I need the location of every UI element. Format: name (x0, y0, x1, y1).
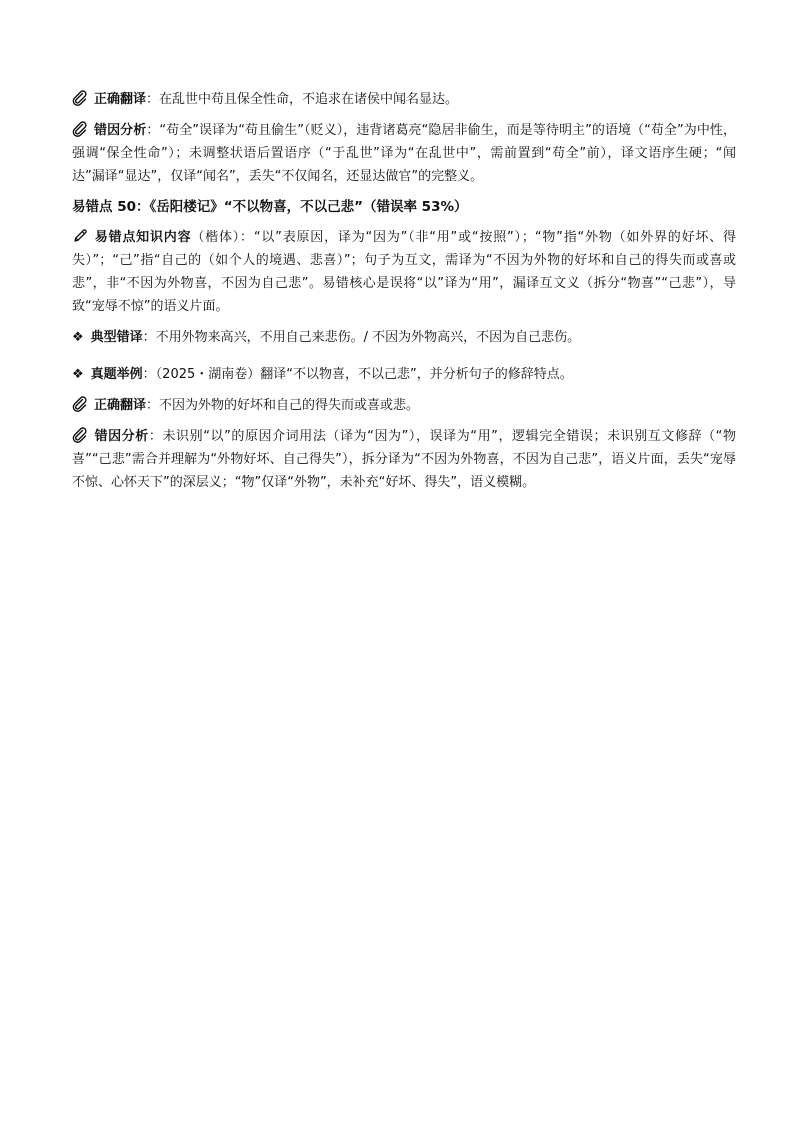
error-analysis-text: ：“苟全”误译为“苟且偷生”（贬义），违背诸葛亮“隐居非偷生，而是等待明主”的语境（“苟全”为中性，强调“保全性命”）；未调整状语后置语序（“于乱世”译为“在乱世中”，需前置到“苟全”前），译文语序生硬；“闻达”漏译“显达”，仅译“闻名”，丢失“不仅闻名，还显达做官”的完整义。 (72, 123, 736, 184)
error-analysis-label: 错因分析 (94, 123, 147, 138)
diamond-bullet-icon: ❖ (72, 367, 84, 382)
typical-error-paragraph (72, 326, 736, 349)
knowledge-paragraph (72, 226, 736, 318)
diamond-bullet-icon: ❖ (72, 330, 84, 345)
correct-translation-text: ：在乱世中苟且保全性命，不追求在诸侯中闻名显达。 (146, 92, 459, 107)
typical-error-text: ：不用外物来高兴，不用自己来悲伤。/ 不因为外物高兴，不因为自己悲伤。 (142, 330, 581, 345)
knowledge-label: 易错点知识内容 (94, 230, 192, 245)
correct-translation-paragraph-1 (72, 88, 736, 111)
correct-translation-paragraph-2 (72, 394, 736, 417)
correct-translation-label: 正确翻译 (94, 398, 147, 413)
correct-translation-label: 正确翻译 (94, 92, 147, 107)
document-page (72, 88, 736, 502)
error-analysis-text: ：未识别“以”的原因介词用法（译为“因为”），误译为“用”，逻辑完全错误；未识别互文修辞（“物喜”“己悲”需合并理解为“外物好坏、自己得失”），拆分译为“不因为外物喜，不因为自己悲”，语义片面，丢失“宠辱不惊、心怀天下”的深层义；“物”仅译“外物”，未补充“好坏、得失”，语义模糊。 (72, 429, 736, 490)
error-analysis-paragraph-2 (72, 425, 736, 494)
exam-example-text: ：（2025・湖南卷）翻译“不以物喜，不以己悲”，并分析句子的修辞特点。 (142, 367, 573, 382)
knowledge-text: （楷体）：“以”表原因，译为“因为”（非“用”或“按照”）；“物”指“外物（如外界的好坏、得失）”；“己”指“自己的（如个人的境遇、悲喜）”；句子为互文，需译为“不因为外物的好坏和自己的得失而或喜或悲”，非“不因为外物喜，不因为自己悲”。易错核心是误将“以”译为“用”，漏译互文义（拆分“物喜”“己悲”），导致“宠辱不惊”的语义片面。 (72, 230, 736, 314)
correct-translation-text: ：不因为外物的好坏和自己的得失而或喜或悲。 (146, 398, 420, 413)
exam-example-label: 真题举例 (90, 367, 143, 382)
pencil-icon (72, 228, 88, 244)
paperclip-icon (72, 396, 88, 412)
typical-error-label: 典型错译 (90, 330, 143, 345)
paperclip-icon (72, 121, 88, 137)
paperclip-icon (72, 427, 88, 443)
error-analysis-paragraph-1 (72, 119, 736, 188)
paperclip-icon (72, 90, 88, 106)
section-heading: 易错点 50：《岳阳楼记》“不以物喜，不以己悲”（错误率 53%） (72, 199, 468, 215)
error-analysis-label: 错因分析 (94, 429, 149, 444)
exam-example-paragraph (72, 363, 736, 386)
